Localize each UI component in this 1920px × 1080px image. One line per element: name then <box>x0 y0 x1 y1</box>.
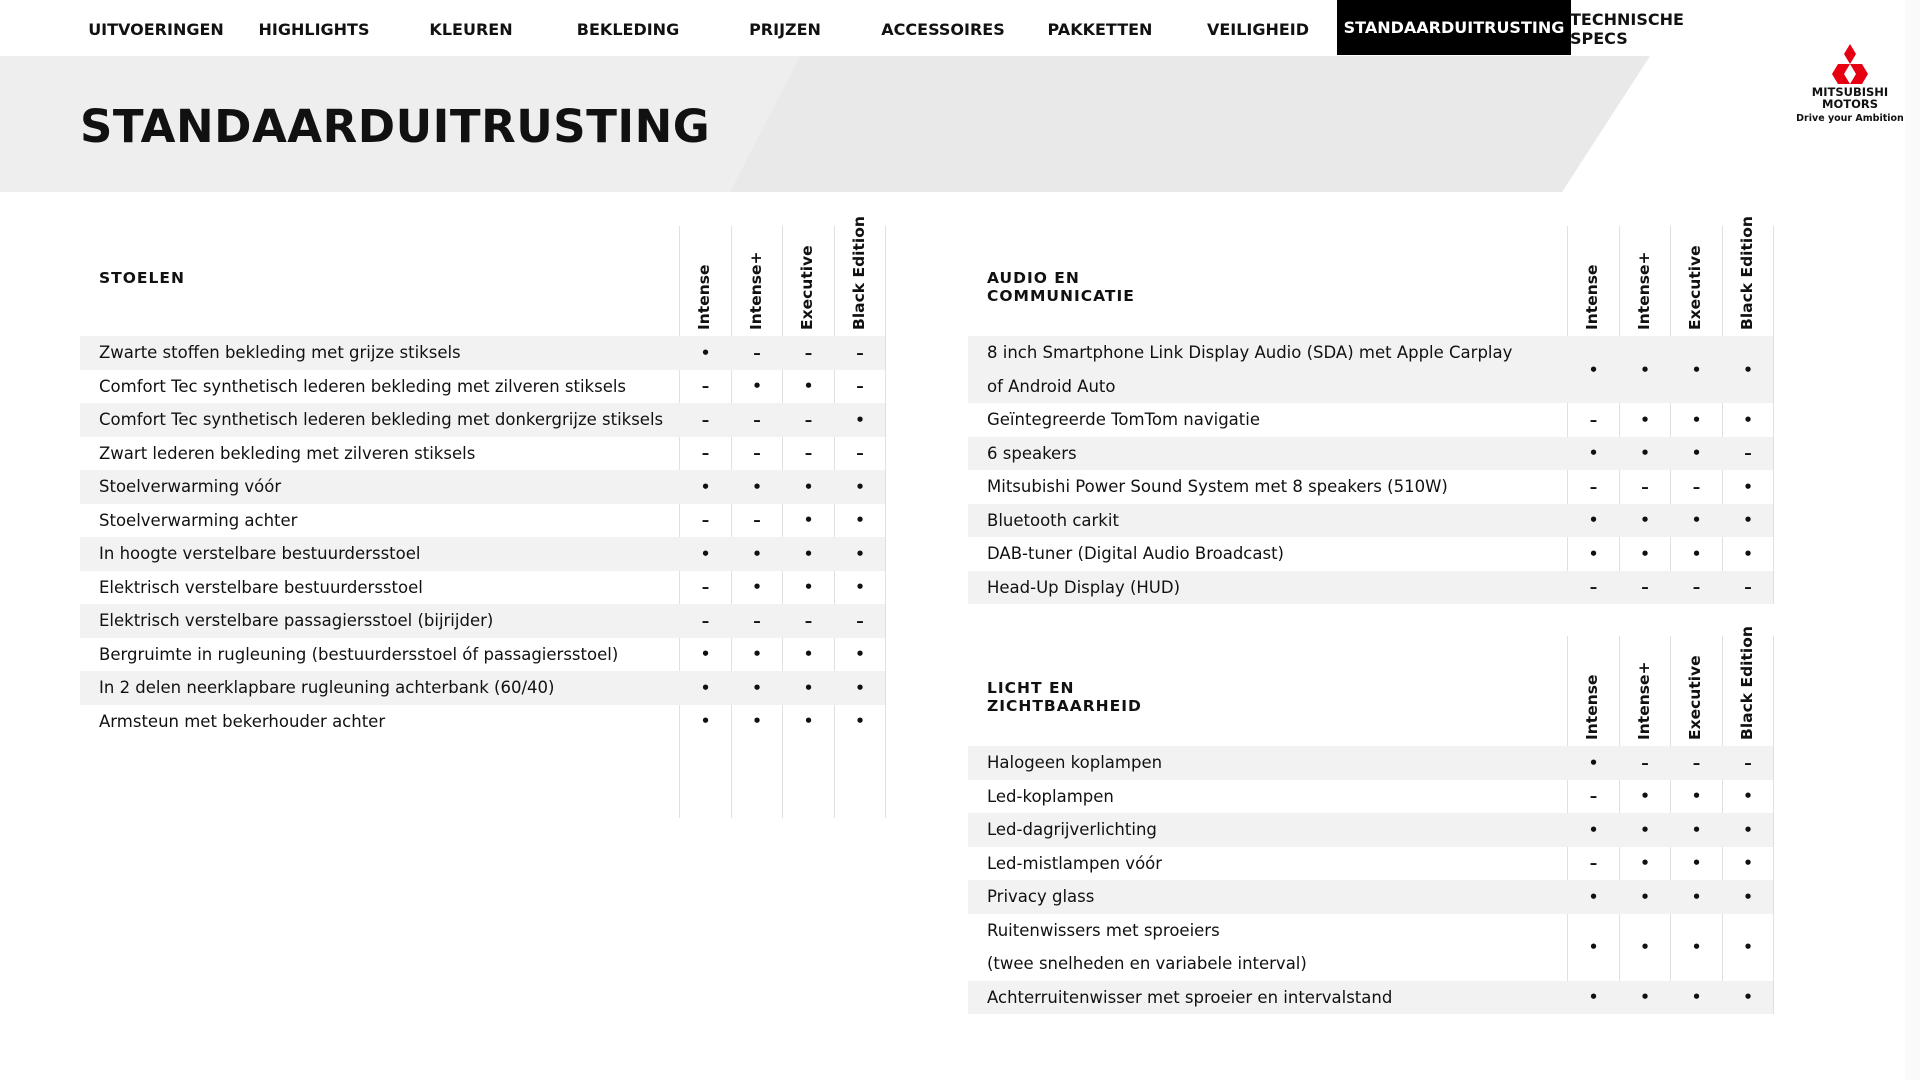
not-available-dash-icon: – <box>1641 578 1649 597</box>
column-header-intense-: Intense+ <box>1634 251 1653 330</box>
table-row <box>968 847 1773 881</box>
standard-dot-icon: • <box>752 578 762 597</box>
not-available-dash-icon: – <box>753 511 761 530</box>
standard-dot-icon: • <box>1588 988 1599 1007</box>
nav-tab-technische-specs[interactable]: TECHNISCHE SPECS <box>1570 10 1684 48</box>
logo-tagline: Drive your Ambition <box>1796 113 1904 124</box>
nav-tab-highlights[interactable]: HIGHLIGHTS <box>258 19 370 39</box>
not-available-dash-icon: – <box>1589 854 1598 873</box>
row-label: Led-mistlampen vóór <box>987 853 1163 873</box>
title-band-shade <box>730 56 1650 192</box>
standard-dot-icon: • <box>752 712 762 731</box>
standard-dot-icon: • <box>1691 938 1702 956</box>
nav-tab-veiligheid[interactable]: VEILIGHEID <box>1206 19 1310 39</box>
standard-dot-icon: • <box>752 477 762 496</box>
not-available-dash-icon: – <box>753 444 761 463</box>
not-available-dash-icon: – <box>1641 477 1649 496</box>
not-available-dash-icon: – <box>804 343 813 362</box>
standard-dot-icon: • <box>1640 410 1650 429</box>
standard-dot-icon: • <box>1640 938 1650 956</box>
standard-dot-icon: • <box>752 678 762 697</box>
not-available-dash-icon: – <box>804 444 813 463</box>
row-label: Elektrisch verstelbare passagiersstoel (bijrijder) <box>99 611 494 630</box>
standard-dot-icon: • <box>855 678 865 697</box>
row-label: DAB-tuner (Digital Audio Broadcast) <box>987 544 1284 563</box>
standard-dot-icon: • <box>855 511 865 530</box>
standard-dot-icon: • <box>855 477 865 496</box>
right-edge-strip <box>1905 0 1920 1080</box>
standard-dot-icon: • <box>803 712 814 731</box>
not-available-dash-icon: – <box>1589 787 1598 806</box>
not-available-dash-icon: – <box>701 578 710 597</box>
standard-dot-icon: • <box>1691 887 1702 906</box>
not-available-dash-icon: – <box>856 343 864 362</box>
table-row <box>80 671 885 705</box>
not-available-dash-icon: – <box>856 611 864 630</box>
standard-dot-icon: • <box>1743 854 1753 873</box>
row-label: Geïntegreerde TomTom navigatie <box>987 410 1260 429</box>
table-row <box>968 504 1773 538</box>
standard-dot-icon: • <box>855 578 865 597</box>
row-label: Head-Up Display (HUD) <box>987 577 1181 597</box>
standard-dot-icon: • <box>700 477 711 496</box>
standard-dot-icon: • <box>1691 988 1702 1007</box>
table-row <box>80 705 885 739</box>
standard-dot-icon: • <box>1588 887 1599 906</box>
standard-dot-icon: • <box>1640 544 1650 563</box>
table-row <box>968 746 1773 780</box>
nav-tab-pakketten[interactable]: PAKKETTEN <box>1047 19 1153 39</box>
standard-dot-icon: • <box>1743 511 1753 530</box>
not-available-dash-icon: – <box>1641 753 1649 772</box>
table-row <box>968 403 1773 437</box>
mitsubishi-diamonds-icon <box>1829 44 1871 84</box>
standard-dot-icon: • <box>1691 410 1702 429</box>
standard-dot-icon: • <box>1691 820 1702 839</box>
standard-dot-icon: • <box>1743 787 1753 806</box>
not-available-dash-icon: – <box>1744 444 1752 463</box>
table-row <box>80 370 885 404</box>
standard-dot-icon: • <box>1588 820 1599 839</box>
table-row <box>80 336 885 370</box>
row-label: Achterruitenwisser met sproeier en intervalstand <box>987 987 1393 1007</box>
standard-dot-icon: • <box>855 410 865 429</box>
nav-tab-bekleding[interactable]: BEKLEDING <box>576 19 680 39</box>
standard-dot-icon: • <box>700 544 711 563</box>
column-header-executive: Executive <box>798 245 816 330</box>
standard-dot-icon: • <box>1640 820 1650 839</box>
standard-dot-icon: • <box>1640 360 1650 379</box>
not-available-dash-icon: – <box>856 377 864 396</box>
table-row <box>968 981 1773 1015</box>
table-row <box>80 403 885 437</box>
row-label: 8 inch Smartphone Link Display Audio (SDA) met Apple Carplay <box>987 343 1513 362</box>
standard-dot-icon: • <box>1640 787 1650 806</box>
top-navigation <box>0 0 1905 58</box>
standard-dot-icon: • <box>1743 544 1753 563</box>
table-row <box>80 470 885 504</box>
standard-dot-icon: • <box>1691 787 1702 806</box>
row-label: Led-koplampen <box>987 786 1114 806</box>
not-available-dash-icon: – <box>856 444 864 463</box>
logo-name-line1: MITSUBISHI <box>1811 85 1889 99</box>
not-available-dash-icon: – <box>701 511 710 530</box>
mitsubishi-logo[interactable] <box>1790 44 1910 144</box>
standard-dot-icon: • <box>1743 887 1753 906</box>
table-row <box>968 437 1773 471</box>
standard-dot-icon: • <box>752 645 762 664</box>
standard-dot-icon: • <box>1588 753 1599 772</box>
row-label: Armsteun met bekerhouder achter <box>99 711 386 731</box>
standard-dot-icon: • <box>803 645 814 664</box>
not-available-dash-icon: – <box>1692 578 1701 597</box>
row-label: Stoelverwarming vóór <box>99 477 282 496</box>
table-row <box>80 504 885 538</box>
section-title: STOELEN <box>99 269 185 287</box>
row-label: Bluetooth carkit <box>987 510 1119 530</box>
table-row <box>968 914 1773 981</box>
standard-dot-icon: • <box>1588 444 1599 463</box>
standard-dot-icon: • <box>1588 938 1599 956</box>
not-available-dash-icon: – <box>753 611 761 630</box>
table-row <box>968 571 1773 605</box>
table-row <box>968 780 1773 814</box>
standard-dot-icon: • <box>803 477 814 496</box>
not-available-dash-icon: – <box>1692 477 1701 496</box>
column-header-intense-: Intense+ <box>746 251 765 330</box>
standard-dot-icon: • <box>1691 444 1702 463</box>
standard-dot-icon: • <box>855 712 865 731</box>
standard-dot-icon: • <box>1640 511 1650 530</box>
standard-dot-icon: • <box>1588 360 1599 379</box>
not-available-dash-icon: – <box>701 410 710 429</box>
standard-dot-icon: • <box>855 544 865 563</box>
standard-dot-icon: • <box>752 544 762 563</box>
nav-tab-standaarduitrusting[interactable]: STANDAARDUITRUSTING <box>1337 0 1571 58</box>
table-row <box>80 571 885 605</box>
not-available-dash-icon: – <box>1589 410 1598 429</box>
standard-dot-icon: • <box>700 712 711 731</box>
standard-dot-icon: • <box>803 578 814 597</box>
standard-dot-icon: • <box>1743 820 1753 839</box>
table-row <box>80 604 885 638</box>
standard-dot-icon: • <box>700 645 711 664</box>
table-row <box>968 336 1773 403</box>
row-label: Bergruimte in rugleuning (bestuurdersstoel óf passagiersstoel) <box>99 644 619 664</box>
standard-dot-icon: • <box>1691 360 1702 379</box>
table-row <box>80 537 885 571</box>
standard-dot-icon: • <box>803 511 814 530</box>
logo-brand-name <box>1790 86 1910 110</box>
not-available-dash-icon: – <box>701 611 710 630</box>
standard-dot-icon: • <box>752 377 762 396</box>
standard-dot-icon: • <box>1588 511 1599 530</box>
row-label: (twee snelheden en variabele interval) <box>987 954 1307 973</box>
standard-dot-icon: • <box>1743 477 1753 496</box>
standard-dot-icon: • <box>1640 854 1650 873</box>
not-available-dash-icon: – <box>1589 477 1598 496</box>
table-row <box>968 470 1773 504</box>
standard-dot-icon: • <box>700 343 711 362</box>
table-row <box>80 638 885 672</box>
column-header-intense: Intense <box>1583 674 1601 740</box>
row-label: Elektrisch verstelbare bestuurdersstoel <box>99 577 423 597</box>
row-label: In hoogte verstelbare bestuurdersstoel <box>99 544 421 563</box>
table-row <box>968 880 1773 914</box>
column-header-executive: Executive <box>1686 245 1704 330</box>
standard-dot-icon: • <box>803 544 814 563</box>
not-available-dash-icon: – <box>753 410 761 429</box>
standard-dot-icon: • <box>803 377 814 396</box>
row-label: Comfort Tec synthetisch lederen bekleding met donkergrijze stiksels <box>99 410 664 429</box>
not-available-dash-icon: – <box>804 410 813 429</box>
table-row <box>968 813 1773 847</box>
nav-tab-uitvoeringen[interactable]: UITVOERINGEN <box>88 19 224 39</box>
standard-dot-icon: • <box>700 678 711 697</box>
row-label: Zwart lederen bekleding met zilveren stiksels <box>99 443 476 463</box>
standard-dot-icon: • <box>1640 988 1650 1007</box>
standard-dot-icon: • <box>1691 854 1702 873</box>
row-label: Halogeen koplampen <box>987 753 1163 772</box>
row-label: Ruitenwissers met sproeiers <box>987 920 1220 940</box>
standard-dot-icon: • <box>1743 938 1753 956</box>
section-title: AUDIO EN COMMUNICATIE <box>987 269 1135 305</box>
not-available-dash-icon: – <box>701 444 710 463</box>
nav-tab-kleuren[interactable]: KLEUREN <box>429 19 513 39</box>
column-header-intense: Intense <box>1583 264 1601 330</box>
column-header-intense: Intense <box>695 264 713 330</box>
row-label: Privacy glass <box>987 887 1095 906</box>
not-available-dash-icon: – <box>1589 578 1598 597</box>
table-row <box>968 537 1773 571</box>
row-label: of Android Auto <box>987 376 1116 396</box>
column-header-black-edition: Black Edition <box>849 216 868 330</box>
row-label: Comfort Tec synthetisch lederen bekleding met zilveren stiksels <box>99 376 627 396</box>
not-available-dash-icon: – <box>753 343 761 362</box>
table-row <box>80 437 885 471</box>
not-available-dash-icon: – <box>804 611 813 630</box>
row-label: Mitsubishi Power Sound System met 8 speakers (510W) <box>987 477 1448 496</box>
standard-dot-icon: • <box>1588 544 1599 563</box>
nav-tab-prijzen[interactable]: PRIJZEN <box>749 19 821 39</box>
row-label: 6 speakers <box>987 443 1077 463</box>
column-header-black-edition: Black Edition <box>1737 626 1756 740</box>
standard-dot-icon: • <box>1640 887 1650 906</box>
section-title: LICHT EN ZICHTBAARHEID <box>987 679 1142 715</box>
standard-dot-icon: • <box>1743 410 1753 429</box>
standard-dot-icon: • <box>803 678 814 697</box>
not-available-dash-icon: – <box>1692 753 1701 772</box>
standard-dot-icon: • <box>855 645 865 664</box>
row-label: In 2 delen neerklapbare rugleuning achterbank (60/40) <box>99 678 555 697</box>
nav-tab-accessoires[interactable]: ACCESSOIRES <box>881 19 1005 39</box>
standard-dot-icon: • <box>1743 360 1753 379</box>
standard-dot-icon: • <box>1691 544 1702 563</box>
row-label: Stoelverwarming achter <box>99 510 298 530</box>
page-title: STANDAARDUITRUSTING <box>80 100 711 153</box>
not-available-dash-icon: – <box>1744 578 1752 597</box>
not-available-dash-icon: – <box>1744 753 1752 772</box>
column-header-black-edition: Black Edition <box>1737 216 1756 330</box>
not-available-dash-icon: – <box>701 377 710 396</box>
logo-name-line2: MOTORS <box>1822 97 1878 111</box>
standard-dot-icon: • <box>1640 444 1650 463</box>
standard-dot-icon: • <box>1743 988 1753 1007</box>
column-header-intense-: Intense+ <box>1634 661 1653 740</box>
column-header-executive: Executive <box>1686 655 1704 740</box>
row-label: Led-dagrijverlichting <box>987 820 1157 839</box>
row-label: Zwarte stoffen bekleding met grijze stiksels <box>99 343 461 362</box>
standard-dot-icon: • <box>1691 511 1702 530</box>
